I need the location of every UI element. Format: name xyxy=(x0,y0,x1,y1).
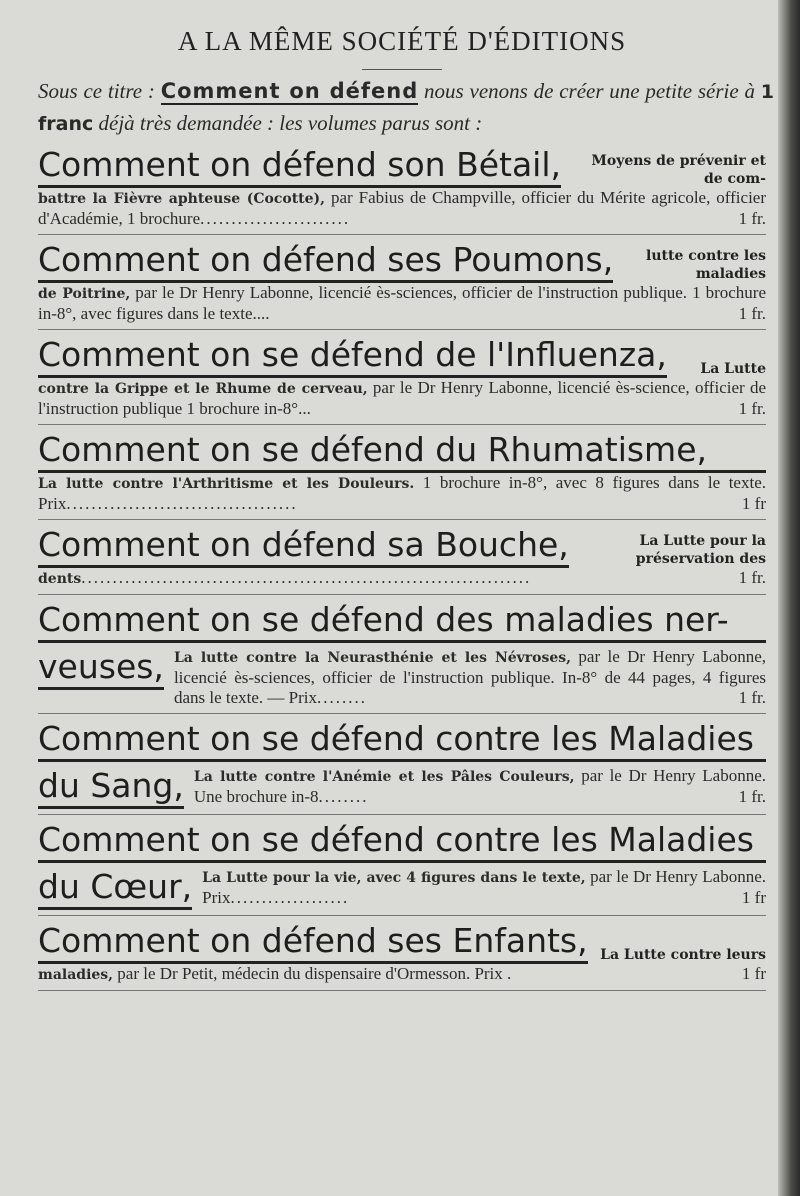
header-rule xyxy=(362,69,442,70)
book-title-continued: du Sang, xyxy=(38,766,184,809)
book-details: 1 brochure in-8°, avec 8 figures dans le texte. Prix xyxy=(38,473,766,513)
book-subject: La lutte contre la Neurasthénie et les Névroses, xyxy=(173,650,572,666)
leader-dots: ........ xyxy=(317,688,367,707)
book-details: par le Dr Henry Labonne. Prix xyxy=(202,867,766,907)
book-description xyxy=(38,473,766,514)
series-price: 1 franc xyxy=(38,81,774,135)
book-entry xyxy=(38,140,766,235)
leader-dots: ........................ xyxy=(200,209,351,228)
book-entry xyxy=(38,714,766,815)
book-details: par le Dr Henry Labonne. Une brochure in-8 xyxy=(193,766,766,806)
book-subtitle: Moyens de prévenir et de com- xyxy=(591,153,766,187)
page-header: A LA MÊME SOCIÉTÉ D'ÉDITIONS xyxy=(177,26,627,56)
book-description xyxy=(38,964,766,985)
book-entry xyxy=(38,330,766,425)
book-price: 1 fr xyxy=(741,964,766,983)
book-title: Comment on se défend du Rhumatisme, xyxy=(38,430,766,473)
book-price: 1 fr. xyxy=(738,787,766,806)
book-title: Comment on se défend des maladies ner- xyxy=(38,600,766,643)
book-details: par le Dr Henry Labonne, licencié ès-science, officier de l'instruction publique 1 brochure in-8°... xyxy=(38,378,766,418)
intro-before: Sous ce titre : xyxy=(38,79,161,103)
book-subject: La lutte contre l'Arthritisme et les Douleurs. xyxy=(38,476,415,492)
leader-dots: ........................................................................ xyxy=(81,568,532,587)
book-entry xyxy=(38,916,766,991)
book-price: 1 fr. xyxy=(738,688,766,707)
book-price: 1 fr. xyxy=(738,304,766,323)
book-details: par le Dr Henry Labonne, licencié ès-sciences, officier de l'instruction publique. 1 brochure in-8°, avec figures dans le texte.... xyxy=(38,283,766,323)
book-title-continued: du Cœur, xyxy=(38,867,192,910)
book-title: Comment on se défend contre les Maladies xyxy=(38,820,766,863)
book-subtitle: La Lutte xyxy=(700,361,766,377)
book-subject: La lutte contre l'Anémie et les Pâles Couleurs, xyxy=(193,769,575,785)
book-subject: contre la Grippe et le Rhume de cerveau, xyxy=(38,381,368,397)
book-title: Comment on défend ses Poumons, xyxy=(38,240,613,283)
book-title: Comment on défend sa Bouche, xyxy=(38,525,569,568)
book-price: 1 fr. xyxy=(738,399,766,418)
book-description xyxy=(194,766,766,807)
book-details: par le Dr Petit, médecin du dispensaire d'Ormesson. Prix . xyxy=(113,964,512,983)
book-title: Comment on se défend de l'Influenza, xyxy=(38,335,667,378)
book-subject: maladies, xyxy=(38,967,114,983)
book-description xyxy=(38,188,766,229)
book-entry xyxy=(38,595,766,714)
book-description xyxy=(38,283,766,324)
book-entry xyxy=(38,235,766,330)
page-edge-shadow xyxy=(778,0,800,1196)
book-subtitle: lutte contre les maladies xyxy=(646,248,766,282)
book-entry xyxy=(38,815,766,916)
book-description xyxy=(202,867,766,908)
book-title: Comment on se défend contre les Maladies xyxy=(38,719,766,762)
book-price: 1 fr xyxy=(741,494,766,513)
series-title: Comment on défend xyxy=(160,79,419,103)
intro-after: déjà très demandée : les volumes parus sont : xyxy=(93,111,483,135)
leader-dots: ................... xyxy=(230,888,350,907)
leader-dots: ........ xyxy=(318,787,369,806)
leader-dots: ..................................... xyxy=(66,494,298,513)
book-subject: La Lutte pour la vie, avec 4 figures dans le texte, xyxy=(202,870,586,886)
book-subtitle: La Lutte contre leurs xyxy=(600,947,766,963)
book-description xyxy=(38,378,766,419)
book-price: 1 fr. xyxy=(738,568,766,587)
book-subject: dents xyxy=(38,571,82,587)
book-price: 1 fr xyxy=(741,888,766,907)
book-title: Comment on défend son Bétail, xyxy=(38,145,561,188)
book-description xyxy=(174,647,766,708)
book-entry xyxy=(38,520,766,595)
book-title: Comment on défend ses Enfants, xyxy=(38,921,588,964)
book-description xyxy=(38,568,766,589)
intro-middle: nous venons de créer une petite série à xyxy=(418,79,761,103)
book-details: par Fabius de Champville, officier du Mérite agricole, officier d'Académie, 1 brochure xyxy=(38,188,767,228)
book-title-continued: veuses, xyxy=(38,647,164,690)
book-details: par le Dr Henry Labonne, licencié ès-sciences, officier de l'instruction publique. In-8° de 44 pages, 4 figures dans le texte. — Prix xyxy=(173,647,766,707)
book-price: 1 fr. xyxy=(738,209,766,228)
book-entry xyxy=(38,425,766,520)
book-subtitle: La Lutte pour la préservation des xyxy=(635,533,766,567)
intro-paragraph xyxy=(38,76,774,140)
book-subject: battre la Fièvre aphteuse (Cocotte), xyxy=(38,191,326,207)
book-subject: de Poitrine, xyxy=(38,286,131,302)
